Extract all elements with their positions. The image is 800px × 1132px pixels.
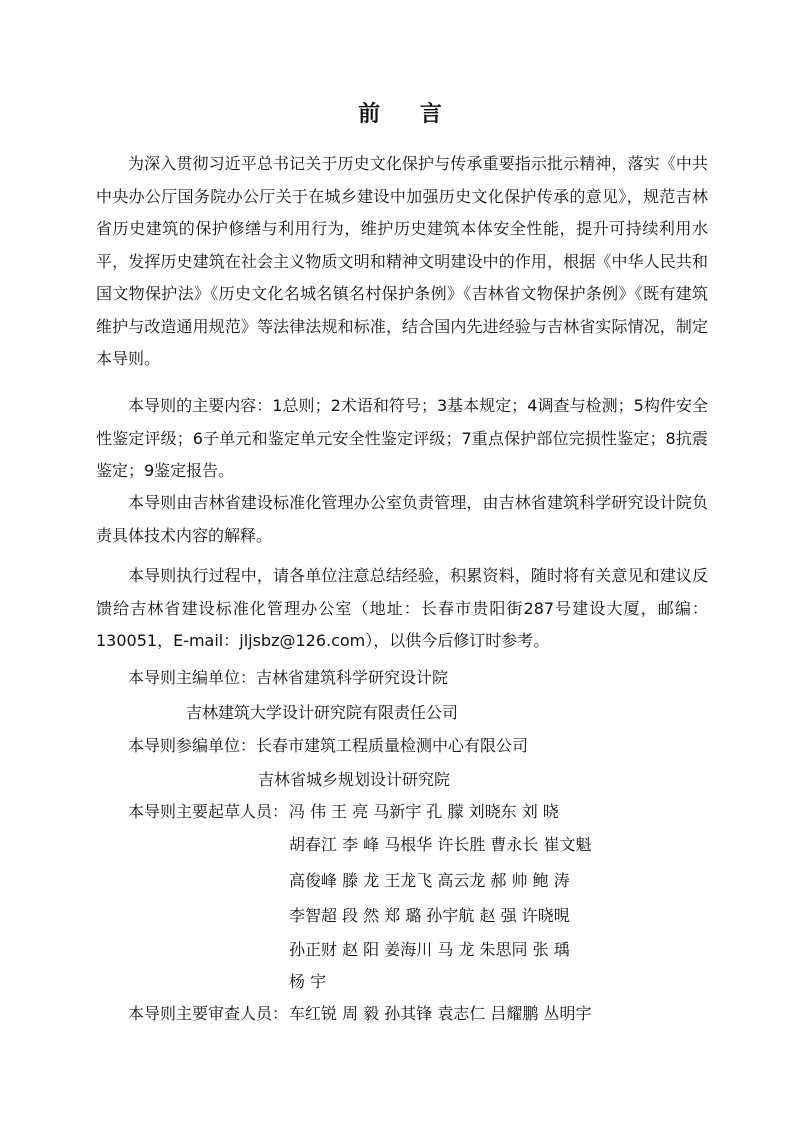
- chief-editor-unit: 吉林建筑大学设计研究院有限责任公司: [186, 703, 459, 722]
- drafters-names-line: 冯 伟 王 亮 马新宇 孔 朦 刘晓东 刘 晓: [289, 802, 559, 821]
- co-editor-label: 本导则参编单位：: [128, 736, 257, 755]
- co-editor-unit: 吉林省城乡规划设计研究院: [258, 770, 451, 789]
- page-title: 前 言: [358, 102, 458, 127]
- chief-editor-unit: 吉林省建筑科学研究设计院: [256, 668, 449, 687]
- reviewers-label: 本导则主要审查人员：: [128, 1004, 289, 1023]
- preface-paragraph-1: 为深入贯彻习近平总书记关于历史文化保护与传承重要指示批示精神，落实《中共中央办公厅国务院办公厅关于在城乡建设中加强历史文化保护传承的意见》，规范吉林省历史建筑的保护修缮与利用行为，维护历史建筑本体安全性能，提升可持续利用水平，发挥历史建筑在社会主义物质文明和精神文明建设中的作用，根据《中华人民共和国文物保护法》《历史文化名城名镇名村保护条例》《吉林省文物保护条例》《既有建筑维护与改造通用规范》等法律法规和标准，结合国内先进经验与吉林省实际情况，制定本导则。: [96, 154, 708, 368]
- drafters-names-line: 孙正财 赵 阳 姜海川 马 龙 朱思同 张 瑀: [289, 940, 570, 959]
- reviewers-names-line: 车红锐 周 毅 孙其锋 袁志仁 吕耀鹏 丛明宇: [289, 1004, 592, 1023]
- drafters-names-line: 胡春江 李 峰 马根华 许长胜 曹永长 崔文魁: [289, 835, 592, 854]
- preface-paragraph-3: 本导则由吉林省建设标准化管理办公室负责管理，由吉林省建筑科学研究设计院负责具体技术内容的解释。: [96, 493, 708, 545]
- drafters-names-line: 李智超 段 然 郑 璐 孙宇航 赵 强 许晓晛: [289, 906, 570, 925]
- co-editor-unit: 长春市建筑工程质量检测中心有限公司: [256, 736, 529, 755]
- drafters-names-line: 杨 宇: [289, 972, 327, 991]
- preface-paragraph-4: 本导则执行过程中，请各单位注意总结经验，积累资料，随时将有关意见和建议反馈给吉林省建设标准化管理办公室（地址：长春市贵阳街287号建设大厦，邮编：130051，E-mail：jljsbz@126.com），以供今后修订时参考。: [96, 566, 708, 650]
- chief-editor-label: 本导则主编单位：: [128, 668, 257, 687]
- drafters-names-line: 高俊峰 滕 龙 王龙飞 高云龙 郝 帅 鲍 涛: [289, 871, 570, 890]
- preface-paragraph-2: 本导则的主要内容：1总则；2术语和符号；3基本规定；4调查与检测；5构件安全性鉴定评级；6子单元和鉴定单元安全性鉴定评级；7重点保护部位完损性鉴定；8抗震鉴定；9鉴定报告。: [96, 396, 708, 480]
- drafters-label: 本导则主要起草人员：: [128, 802, 289, 821]
